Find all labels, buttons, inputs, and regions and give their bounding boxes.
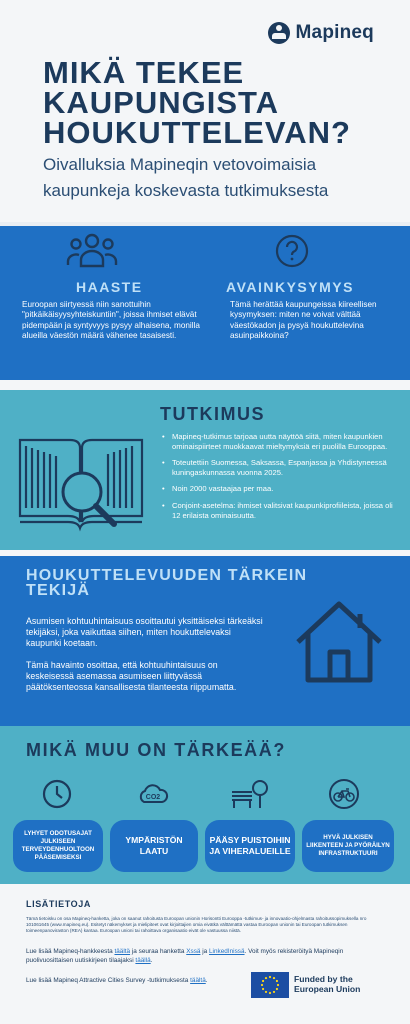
footer-links-paragraph: Lue lisää Mapineq-hankkeesta täältä ja seuraa hanketta Xssä ja LinkedInissä. Voit myös rekisteröityä Mapineqin puolivuosittaisen uutiskirjeen tilaajaksi täällä. [26, 948, 344, 964]
research-bullet: • Mapineq-tutkimus tarjoaa uutta näyttöä siitä, miten kaupunkien ominaispiirteet muokkaavat mieltymyksiä eri puolilla Eurooppaa. [162, 432, 398, 451]
park-bench-icon [230, 778, 270, 810]
book-magnifier-icon [16, 430, 146, 540]
challenge-text: Euroopan siirtyessä niin sanottuihin "pitkäikäisyysyhteiskuntiin", joissa ihmiset elävät pidempään ja syntyvyys pysyy alhaisena, monilla alueilla väestön määrä vähenee tasaisesti. [22, 300, 200, 341]
eu-star [265, 977, 267, 979]
what-else-item: YMPÄRISTÖN LAATU [110, 820, 198, 872]
footer-heading: LISÄTIETOJA [26, 899, 91, 909]
eu-star [276, 988, 278, 990]
what-else-heading: MIKÄ MUU ON TÄRKEÄÄ? [26, 740, 286, 760]
research-bullet: • Noin 2000 vastaajaa per maa. [162, 484, 398, 494]
research-bullet: • Toteutettiin Suomessa, Saksassa, Espanjassa ja Yhdistyneessä kuningaskunnassa vuonna 2025. [162, 458, 398, 477]
logo-text: Mapineq [295, 22, 374, 43]
footer-survey-paragraph: Lue lisää Mapineq Attractive Cities Survey -tutkimuksesta täältä. [26, 977, 208, 984]
what-else-item: PÄÄSY PUISTOIHIN JA VIHERALUEILLE [205, 820, 295, 872]
clock-icon [41, 778, 73, 810]
eu-star [273, 991, 275, 993]
what-else-item: LYHYET ODOTUSAJAT JULKISEEN TERVEYDENHUOLTOON PÄÄSEMISEKSI [13, 820, 103, 872]
key-question-text: Tämä herättää kaupungeissa kiireellisen kysymyksen: miten ne voivat välttää väestökadon ja pysyä houkuttelevina asuinpaikkoina? [230, 300, 377, 341]
challenge-heading: HAASTE [76, 279, 143, 295]
eu-star [265, 991, 267, 993]
survey-link[interactable]: täältä [190, 977, 206, 984]
eu-star [269, 976, 271, 978]
project-link[interactable]: täältä [114, 948, 131, 955]
eu-star [273, 977, 275, 979]
co2-cloud-icon [137, 778, 169, 810]
research-bullet: • Conjoint-asetelma: ihmiset valitsivat kaupunkiprofiileista, joissa oli 12 erilaista ominaisuutta. [162, 501, 398, 520]
research-list [162, 432, 398, 527]
house-icon [294, 598, 384, 684]
newsletter-link[interactable]: täällä [135, 956, 151, 964]
mapineq-logo[interactable] [268, 22, 374, 44]
bicycle-icon [328, 778, 360, 810]
eu-funding-text: Funded by the European Union [294, 974, 361, 995]
eu-star [262, 980, 264, 982]
people-group-icon [66, 232, 118, 268]
x-link[interactable]: Xssä [186, 948, 201, 955]
eu-star [277, 984, 279, 986]
eu-star [262, 988, 264, 990]
key-factor-paragraph-1: Asumisen kohtuuhintaisuus osoittautui yksittäiseksi tärkeäksi tekijäksi, joka vaikuttaa siihen, miten houkuttelevaksi kaupunki koetaan. [26, 616, 263, 648]
eu-star [276, 980, 278, 982]
linkedin-link[interactable]: LinkedInissä [209, 948, 245, 955]
what-else-item: HYVÄ JULKISEN LIIKENTEEN JA PYÖRÄILYN INFRASTRUKTUURI [302, 820, 394, 872]
mapineq-logo-icon [268, 22, 290, 44]
eu-star [269, 992, 271, 994]
key-question-heading: AVAINKYSYMYS [226, 279, 354, 295]
page-title: MIKÄ TEKEE KAUPUNGISTA HOUKUTTELEVAN? [43, 55, 351, 150]
key-factor-paragraph-2: Tämä havainto osoittaa, että kohtuuhintaisuus on keskeisessä asemassa asumiseen liittyvässä päätöksenteossa kansallisesta tilanteesta riippumatta. [26, 660, 237, 692]
research-heading: TUTKIMUS [160, 404, 265, 424]
footer-disclaimer: Tämä tietoisku on osa Mapineq-hanketta, joka on saanut rahoitusta Euroopan unionin Horisontti Eurooppa -tutkimus- ja innovaatio-ohjelmasta rahoitussopimuksella nro 101061645 (www.mapineq.eu). Esitetyt näkemykset ja mielipiteet ovat kirjoittajien omia eivätkä välttämättä vastaa Euroopan unionin tai Euroopan tutkimuksen toimeenpanoviraston (REA) kantaa. Euroopan unioni tai rahoittava organisaatio eivät ole vastuussa niistä. [26, 916, 367, 933]
key-factor-heading: HOUKUTTELEVUUDEN TÄRKEIN TEKIJÄ [26, 567, 308, 599]
page-subtitle: Oivalluksia Mapineqin vetovoimaisia kaupunkeja koskevasta tutkimuksesta [43, 155, 329, 200]
eu-star [261, 984, 263, 986]
svg-text:CO2: CO2 [145, 794, 161, 801]
eu-flag-icon [251, 972, 289, 998]
question-mark-icon [275, 234, 309, 268]
